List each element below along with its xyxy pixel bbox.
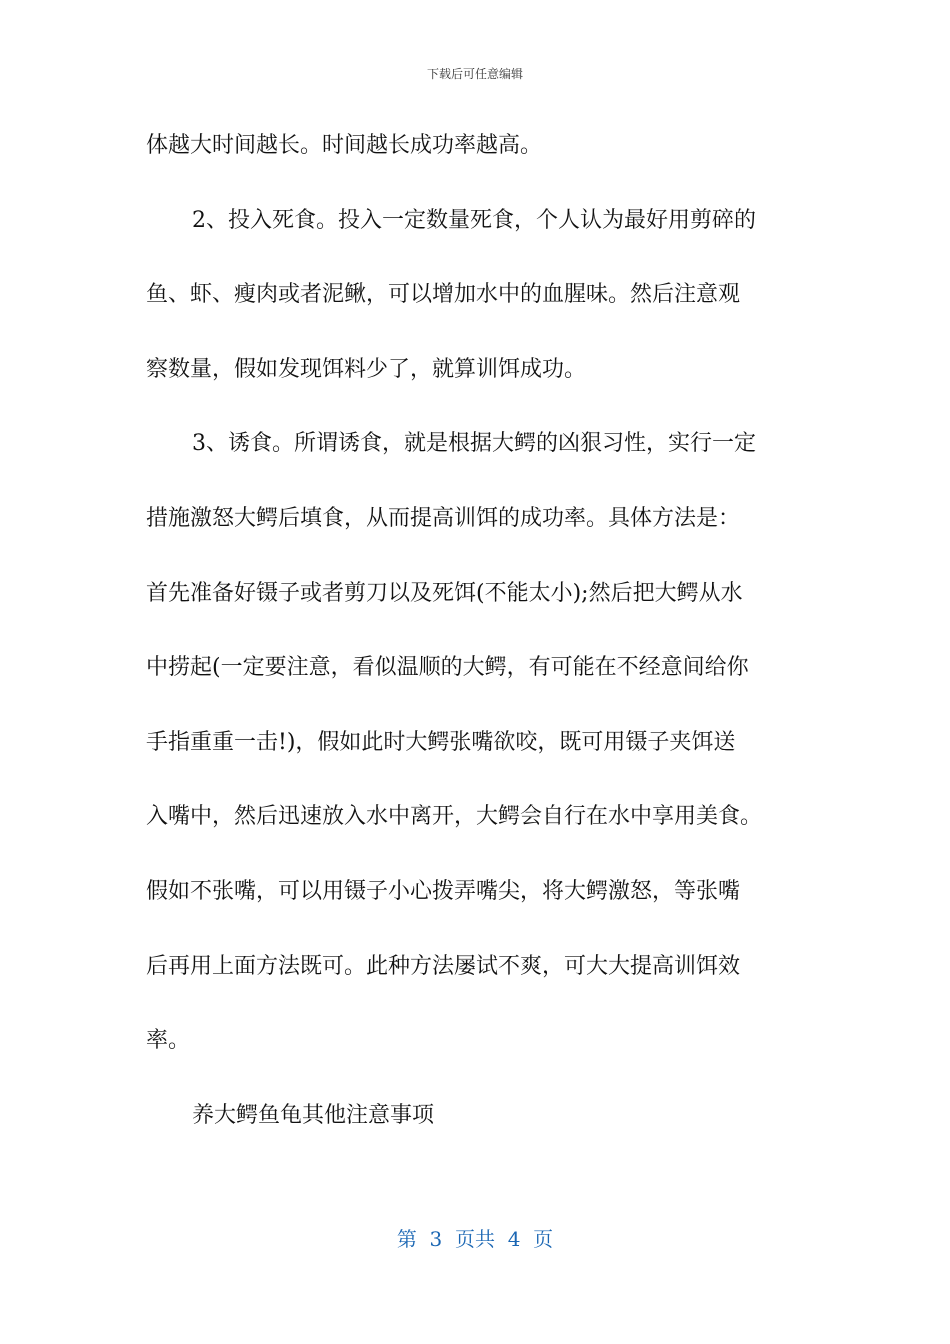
page-number-footer: 第 3 页共 4 页: [396, 1227, 554, 1251]
body-line-13: 率。: [146, 1028, 191, 1054]
body-line-8: 中捞起(一定要注意，看似温顺的大鳄，有可能在不经意间给你: [146, 655, 749, 681]
body-line-7: 首先准备好镊子或者剪刀以及死饵(不能太小);然后把大鳄从水: [146, 580, 743, 606]
body-line-5: 3、诱食。所谓诱食，就是根据大鳄的凶狠习性，实行一定: [192, 431, 756, 457]
body-line-4: 察数量，假如发现饵料少了，就算训饵成功。: [146, 356, 587, 382]
body-line-11: 假如不张嘴，可以用镊子小心拨弄嘴尖，将大鳄激怒，等张嘴: [146, 878, 741, 904]
body-line-1: 体越大时间越长。时间越长成功率越高。: [146, 133, 543, 158]
body-line-3: 鱼、虾、瘦肉或者泥鳅，可以增加水中的血腥味。然后注意观: [146, 282, 741, 308]
body-line-10: 入嘴中，然后迅速放入水中离开，大鳄会自行在水中享用美食。: [146, 804, 763, 830]
body-line-12: 后再用上面方法既可。此种方法屡试不爽，可大大提高训饵效: [146, 953, 741, 979]
body-line-2: 2、投入死食。投入一定数量死食，个人认为最好用剪碎的: [192, 207, 756, 233]
page-header: 下载后可任意编辑: [426, 67, 523, 81]
document-body: [146, 122, 808, 1166]
body-line-9: 手指重重一击!)，假如此时大鳄张嘴欲咬，既可用镊子夹饵送: [146, 729, 736, 755]
section-heading: 养大鳄鱼龟其他注意事项: [192, 1102, 435, 1128]
body-line-6: 措施激怒大鳄后填食，从而提高训饵的成功率。具体方法是：: [146, 505, 741, 531]
